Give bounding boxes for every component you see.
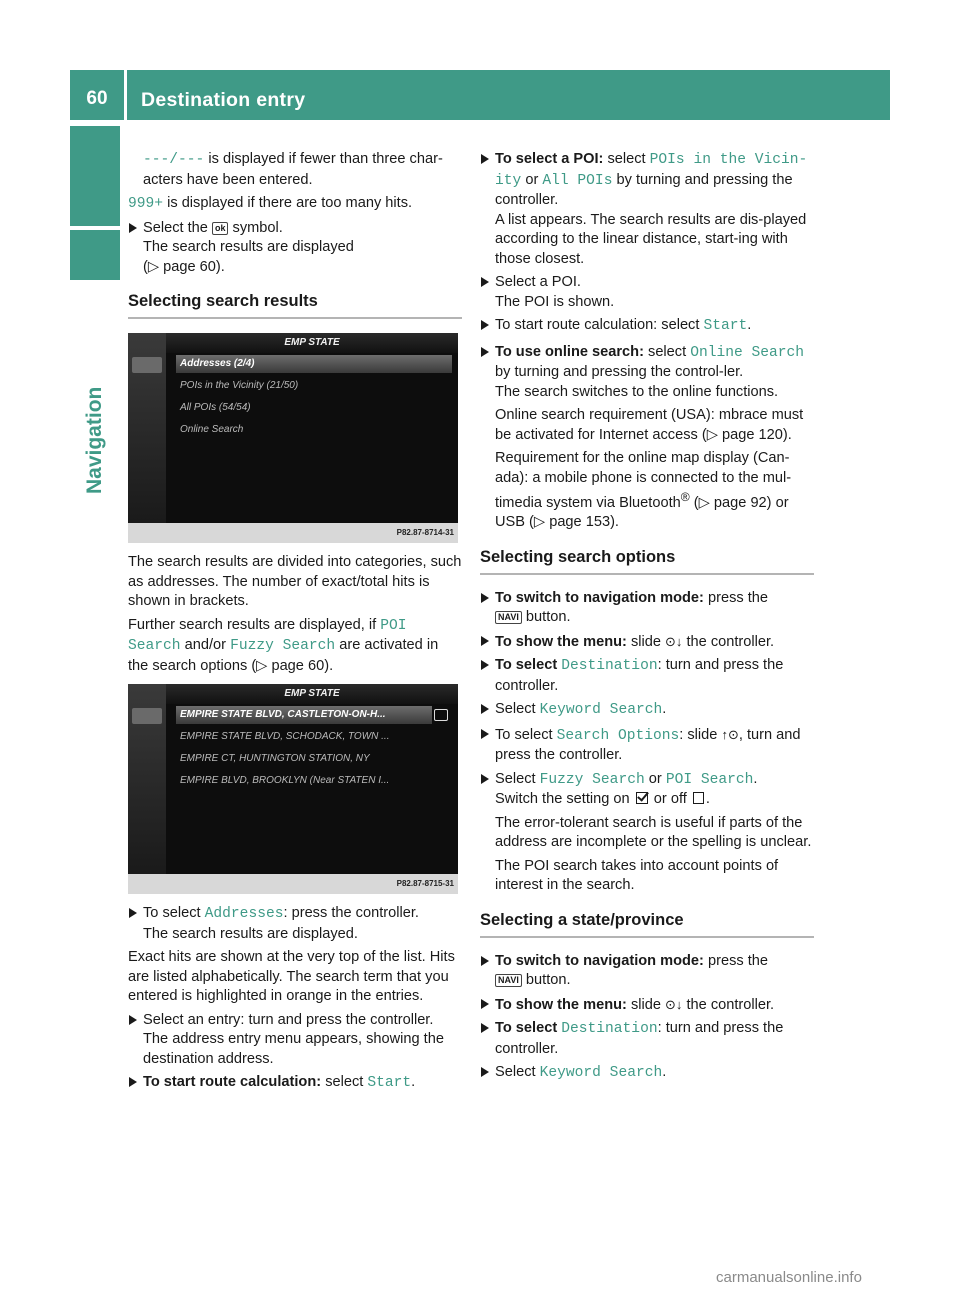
step-item <box>480 770 814 896</box>
text: To select <box>143 905 201 921</box>
step-item <box>480 1063 814 1084</box>
section-label: Navigation <box>83 386 106 494</box>
arrow-icon <box>129 1015 137 1025</box>
text: The search results are displayed <box>143 239 354 255</box>
text: Requirement for the online map display (Can-ada): a mobile phone is connected to the mul-timedia system via Bluetooth <box>495 450 792 511</box>
text: . <box>753 770 758 787</box>
text: slide <box>630 633 661 650</box>
paragraph <box>128 194 462 215</box>
text: Select <box>495 1064 536 1081</box>
text: symbol. <box>232 219 283 236</box>
text: by turning and pressing the controller. <box>495 171 793 208</box>
bold-text: To switch to navigation mode: <box>495 952 704 969</box>
text: To select <box>495 726 553 743</box>
text: . <box>662 1064 667 1081</box>
text: Select a POI. <box>495 274 581 290</box>
text: the controller. <box>686 633 775 650</box>
text: . <box>705 791 710 808</box>
image-code: P82.87-8714-31 <box>396 528 454 537</box>
header-divider <box>124 70 127 120</box>
code-label: Start <box>703 318 748 334</box>
text: and/or <box>184 637 226 653</box>
text: or <box>648 770 662 787</box>
navi-key-icon: NAVI <box>495 611 522 624</box>
screen-back-button <box>132 708 162 724</box>
watermark[interactable]: carmanualsonline.info <box>716 1269 862 1286</box>
arrow-icon <box>481 320 489 330</box>
step-item <box>480 656 814 696</box>
arrow-icon <box>481 154 489 164</box>
image-code: P82.87-8715-31 <box>396 879 454 888</box>
step-item <box>480 952 814 991</box>
arrow-icon <box>481 774 489 784</box>
text: is displayed if fewer than three char-acters have been entered. <box>143 151 443 188</box>
step-item <box>128 219 462 278</box>
screen-row: Online Search <box>180 424 244 435</box>
text: . <box>747 317 752 333</box>
arrow-icon <box>129 1077 137 1087</box>
arrow-icon <box>129 908 137 918</box>
arrow-icon <box>481 636 489 646</box>
left-column <box>128 150 462 1094</box>
step-item <box>480 632 814 653</box>
text: press the <box>707 952 769 969</box>
step-item <box>480 1019 814 1059</box>
navi-key-icon: NAVI <box>495 974 522 987</box>
text: A list appears. The search results are dis-played according to the linear distance, start-ing with those closest. <box>495 211 807 267</box>
screen-row: EMPIRE CT, HUNTINGTON STATION, NY <box>180 753 370 764</box>
screen-row: EMPIRE STATE BLVD, SCHODACK, TOWN ... <box>180 731 390 742</box>
page-title: Destination entry <box>141 89 306 111</box>
paragraph: The search results are divided into categories, such as addresses. The number of exact/total hits is shown in brackets. <box>128 554 462 609</box>
controller-slide-icon: ⊙↓ <box>665 996 683 1012</box>
text: Select <box>495 701 536 718</box>
step-item <box>480 700 814 721</box>
text: The address entry menu appears, showing the destination address. <box>143 1031 444 1067</box>
arrow-icon <box>481 347 489 357</box>
text: are activated in the search options (▷ page 60). <box>128 637 439 674</box>
screen-title: EMP STATE <box>284 688 340 699</box>
arrow-icon <box>481 660 489 670</box>
screen-title: EMP STATE <box>284 337 340 348</box>
bold-text: To select a POI: <box>495 151 604 167</box>
arrow-icon <box>481 956 489 966</box>
text: or <box>525 171 539 188</box>
checkbox-checked-icon <box>636 792 648 804</box>
arrow-icon <box>129 223 137 233</box>
code-label: Destination <box>561 658 658 675</box>
code-label: Keyword Search <box>539 702 663 719</box>
controller-slide-icon: ⊙↓ <box>665 633 683 649</box>
code-label: Search Options <box>556 727 680 744</box>
paragraph <box>128 150 462 190</box>
arrow-icon <box>481 1067 489 1077</box>
arrow-icon <box>481 593 489 603</box>
paragraph <box>128 616 462 677</box>
text: slide <box>630 996 661 1013</box>
text: Further search results are displayed, if <box>128 616 377 633</box>
text: Switch the setting on <box>495 791 630 808</box>
text: the controller. <box>686 996 775 1013</box>
code-label: ---/--- <box>143 152 205 168</box>
text: is displayed if there are too many hits. <box>167 195 413 211</box>
text: The POI is shown. <box>495 293 615 310</box>
code-label: POI Search <box>665 771 754 788</box>
text: . <box>411 1074 416 1090</box>
screen-row: All POIs (54/54) <box>180 402 251 413</box>
paragraph: The error-tolerant search is useful if parts of the address are incomplete or the spelling is unclear. <box>495 814 812 851</box>
controller-slide-icon: ↑⊙ <box>721 726 739 742</box>
text: select <box>648 343 687 360</box>
step-item <box>480 273 814 312</box>
paragraph: The POI search takes into account points of interest in the search. <box>495 857 779 894</box>
checkbox-empty-icon <box>693 792 704 804</box>
code-label: Start <box>367 1075 412 1091</box>
arrow-icon <box>481 1023 489 1033</box>
text: The search results are displayed. <box>143 925 358 942</box>
text: To start route calculation: select <box>495 317 700 333</box>
code-label: Addresses <box>204 906 284 922</box>
bold-text: To show the menu: <box>495 996 627 1013</box>
arrow-icon <box>481 729 489 739</box>
registered-mark: ® <box>680 490 690 504</box>
code-label: All POIs <box>542 172 613 189</box>
code-label: POI Search <box>128 617 407 654</box>
step-item <box>480 725 814 766</box>
text: : turn and press the controller. <box>495 657 784 694</box>
bold-text: To use online search: <box>495 343 644 360</box>
bold-text: To show the menu: <box>495 633 627 650</box>
bold-text: To switch to navigation mode: <box>495 589 704 606</box>
screen-row: POIs in the Vicinity (21/50) <box>180 380 299 391</box>
text: . <box>662 701 667 718</box>
text: button. <box>525 972 571 989</box>
step-item <box>480 150 814 269</box>
screen-row: Addresses (2/4) <box>176 355 452 373</box>
text: : slide <box>679 726 718 743</box>
bold-text: To start route calculation: <box>143 1074 322 1090</box>
arrow-icon <box>481 704 489 714</box>
section-heading: Selecting search options <box>480 547 814 575</box>
step-item <box>480 343 814 533</box>
section-heading: Selecting search results <box>128 291 462 319</box>
screenshot-search-results <box>128 333 458 543</box>
text: : turn and press the controller. <box>495 1020 784 1057</box>
section-heading: Selecting a state/province <box>480 910 814 938</box>
page-number: 60 <box>86 88 108 109</box>
bold-text: To select <box>495 1020 558 1037</box>
text: The search switches to the online functions. <box>495 383 779 400</box>
text: button. <box>525 609 571 626</box>
text: (▷ page 92) or USB (▷ page 153). <box>495 494 789 531</box>
right-column <box>480 150 814 1084</box>
text: : press the controller. <box>283 905 419 921</box>
code-label: Fuzzy Search <box>230 638 336 654</box>
code-label: Fuzzy Search <box>539 771 645 788</box>
text: select <box>607 151 646 167</box>
text: Select <box>495 770 536 787</box>
paragraph: Online search requirement (USA): mbrace must be activated for Internet access (▷ page 120). <box>495 407 804 443</box>
screen-back-button <box>132 357 162 373</box>
arrow-icon <box>481 277 489 287</box>
text: Select the <box>143 219 208 236</box>
text: by turning and pressing the control-ler. <box>495 364 744 380</box>
bold-text: To select <box>495 657 558 674</box>
step-item <box>480 995 814 1016</box>
paragraph: Exact hits are shown at the very top of the list. Hits are listed alphabetically. The search term that you entered is highlighted in orange in the entries. <box>128 949 455 1004</box>
code-label: Online Search <box>690 344 805 361</box>
text: , turn and press the controller. <box>495 726 801 764</box>
step-item <box>480 316 814 337</box>
text: or off <box>653 791 687 808</box>
arrow-icon <box>481 999 489 1009</box>
code-label: 999+ <box>128 196 164 212</box>
text: press the <box>707 589 769 606</box>
code-label: POIs in the Vicin-ity <box>495 152 808 189</box>
screen-row: EMPIRE BLVD, BROOKLYN (Near STATEN I... <box>180 775 390 786</box>
code-label: Destination <box>561 1021 658 1038</box>
step-item <box>128 1073 462 1094</box>
side-bar <box>70 126 120 226</box>
text: Select an entry: turn and press the controller. <box>143 1011 434 1028</box>
paragraph <box>495 449 814 533</box>
step-item <box>480 589 814 628</box>
code-label: Keyword Search <box>539 1065 663 1082</box>
ok-key-icon: ok <box>212 222 229 235</box>
side-square <box>70 230 120 280</box>
text: select <box>325 1074 364 1090</box>
screenshot-address-results <box>128 684 458 894</box>
enter-icon <box>434 709 448 721</box>
step-item <box>128 904 462 944</box>
step-item <box>128 1011 462 1070</box>
text: (▷ page 60). <box>143 258 225 275</box>
screen-row: EMPIRE STATE BLVD, CASTLETON-ON-H... <box>176 706 432 724</box>
